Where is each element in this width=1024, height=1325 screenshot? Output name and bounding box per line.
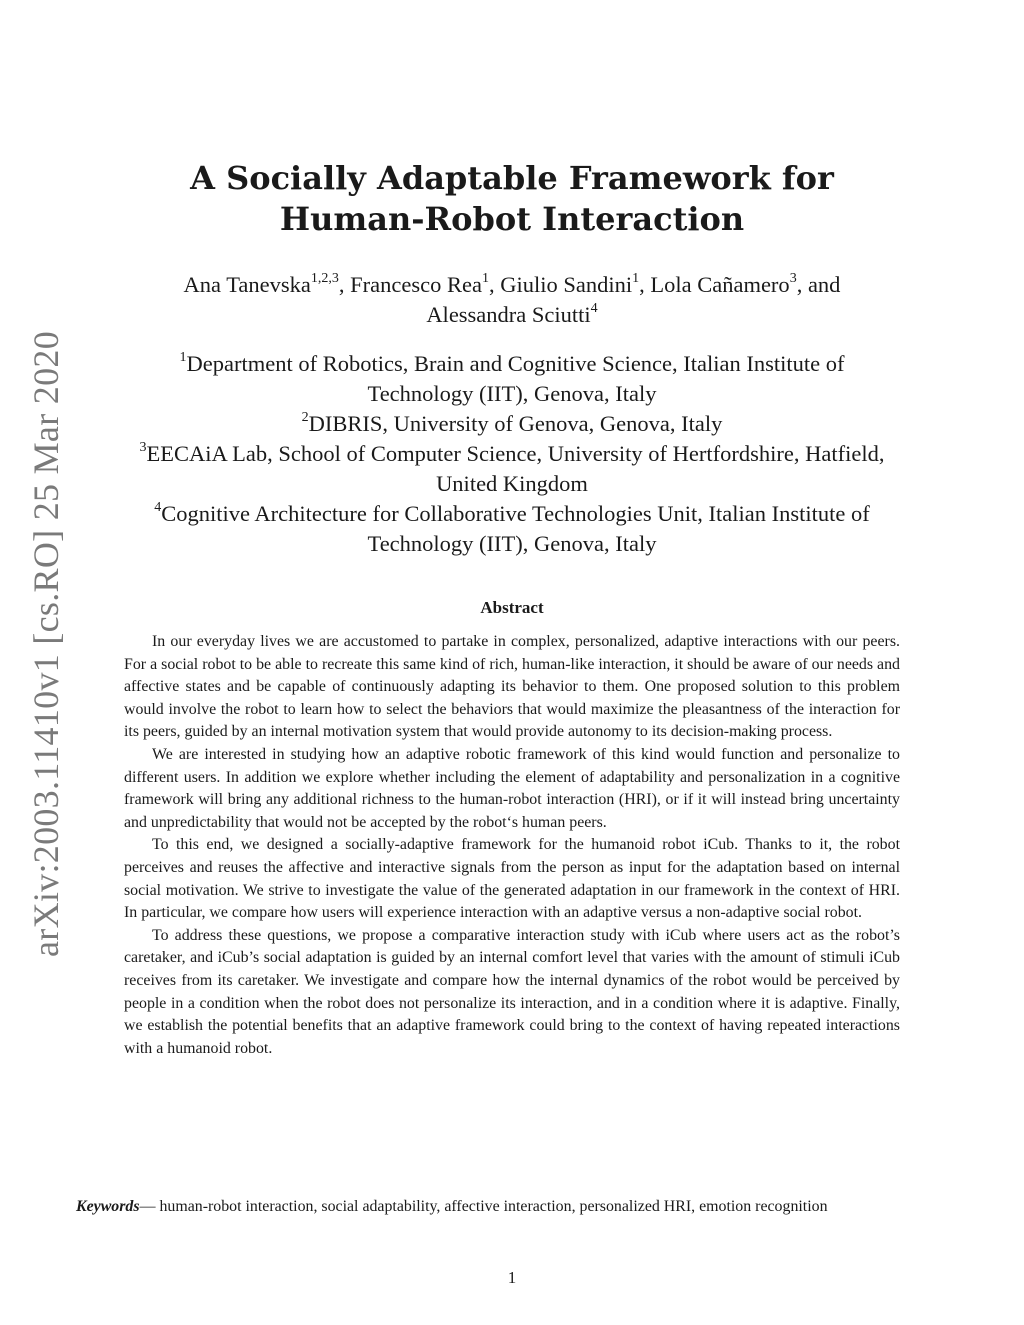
affiliation-text: EECAiA Lab, School of Computer Science, University of Hertfordshire, Hatfield,: [146, 441, 885, 466]
affiliation-continuation: Technology (IIT), Genova, Italy: [367, 531, 657, 556]
author: [184, 272, 351, 297]
author-name: Francesco Rea: [350, 272, 482, 297]
author-name: Lola Cañamero: [650, 272, 790, 297]
affiliation-number: 4: [154, 499, 162, 515]
author-name: Alessandra Sciutti: [426, 302, 591, 327]
author-affiliation-marker: 1: [481, 270, 489, 286]
affiliation-number: 3: [139, 439, 147, 455]
author-separator: , and: [796, 272, 841, 297]
affiliation: [80, 439, 944, 469]
author-list: [100, 270, 924, 330]
keywords-label: Keywords: [76, 1198, 140, 1215]
title-line-1: A Socially Adaptable Framework for: [190, 159, 834, 197]
affiliation-number: 1: [179, 349, 187, 365]
abstract-body: [124, 631, 900, 1060]
author-separator: ,: [488, 272, 501, 297]
abstract-heading: Abstract: [480, 598, 544, 617]
author-affiliation-marker: 1,2,3: [310, 270, 339, 286]
author: [650, 272, 840, 297]
author-name: Giulio Sandini: [500, 272, 633, 297]
abstract-paragraph: To address these questions, we propose a comparative interaction study with iCub where users act as the robot’s caretaker, and iCub’s social adaptation is guided by an internal comfort level that varies with the amount of stimuli iCub receives from its caretaker. We investigate and compare how the internal dynamics of the robot would be perceived by people in a condition when the robot does not personalize its interaction, and in a condition where it is adaptive. Finally, we establish the potential benefits that an adaptive framework could bring to the context of having repeated interactions with a humanoid robot.: [124, 926, 900, 1057]
abstract-paragraph: In our everyday lives we are accustomed to partake in complex, personalized, adaptive interactions with our peers. For a social robot to be able to recreate this same kind of rich, human-like interaction, it should be aware of our needs and affective states and be capable of continuously adapting its behavior to them. One proposed solution to this problem would involve the robot to learn how to select the behaviors that would maximize the pleasantness of the interaction for its peers, guided by an internal motivation system that would provide autonomy to its decision-making process.: [124, 633, 900, 741]
affiliation: [80, 349, 944, 379]
affiliation-text: Department of Robotics, Brain and Cognitive Science, Italian Institute of: [186, 351, 845, 376]
arxiv-identifier: arXiv:2003.11410v1 [cs.RO] 25 Mar 2020: [26, 331, 66, 957]
page-number: 1: [507, 1268, 517, 1287]
affiliation-list: [80, 349, 944, 559]
affiliation-continuation: Technology (IIT), Genova, Italy: [367, 381, 657, 406]
keywords-dash: —: [139, 1198, 160, 1215]
keywords-text: human-robot interaction, social adaptability, affective interaction, personalized HRI, emotion recognition: [159, 1198, 828, 1215]
author-separator: ,: [639, 272, 651, 297]
title-line-2: Human-Robot Interaction: [279, 200, 745, 238]
author: [350, 272, 500, 297]
affiliation-continuation: United Kingdom: [436, 471, 588, 496]
affiliation-text: DIBRIS, University of Genova, Genova, Italy: [308, 411, 723, 436]
abstract-paragraph: To this end, we designed a socially-adaptive framework for the humanoid robot iCub. Thanks to it, the robot perceives and reuses the affective and interactive signals from the person as input for the adaptation based on internal social motivation. We strive to investigate the value of the generated adaptation in our framework in the context of HRI. In particular, we compare how users will experience interaction with an adaptive versus a non-adaptive social robot.: [124, 836, 900, 922]
author: [426, 302, 597, 327]
affiliation: [80, 409, 944, 439]
affiliation-text: Cognitive Architecture for Collaborative Technologies Unit, Italian Institute of: [161, 501, 870, 526]
arxiv-sidebar: [26, 331, 66, 957]
keywords: [76, 1196, 950, 1219]
author-affiliation-marker: 3: [789, 270, 797, 286]
affiliation-number: 2: [301, 409, 309, 425]
author-affiliation-marker: 4: [590, 300, 598, 316]
author-affiliation-marker: 1: [632, 270, 640, 286]
author: [500, 272, 650, 297]
affiliation: [80, 499, 944, 529]
author-separator: ,: [338, 272, 351, 297]
author-name: Ana Tanevska: [183, 272, 311, 297]
paper-title: [130, 158, 894, 240]
abstract-paragraph: We are interested in studying how an adaptive robotic framework of this kind would function and personalize to different users. In addition we explore whether including the element of adaptability and personalization in a cognitive framework will bring any additional richness to the human-robot interaction (HRI), or if it will instead bring uncertainty and unpredictability that would not be accepted by the robot‘s human peers.: [124, 745, 900, 831]
